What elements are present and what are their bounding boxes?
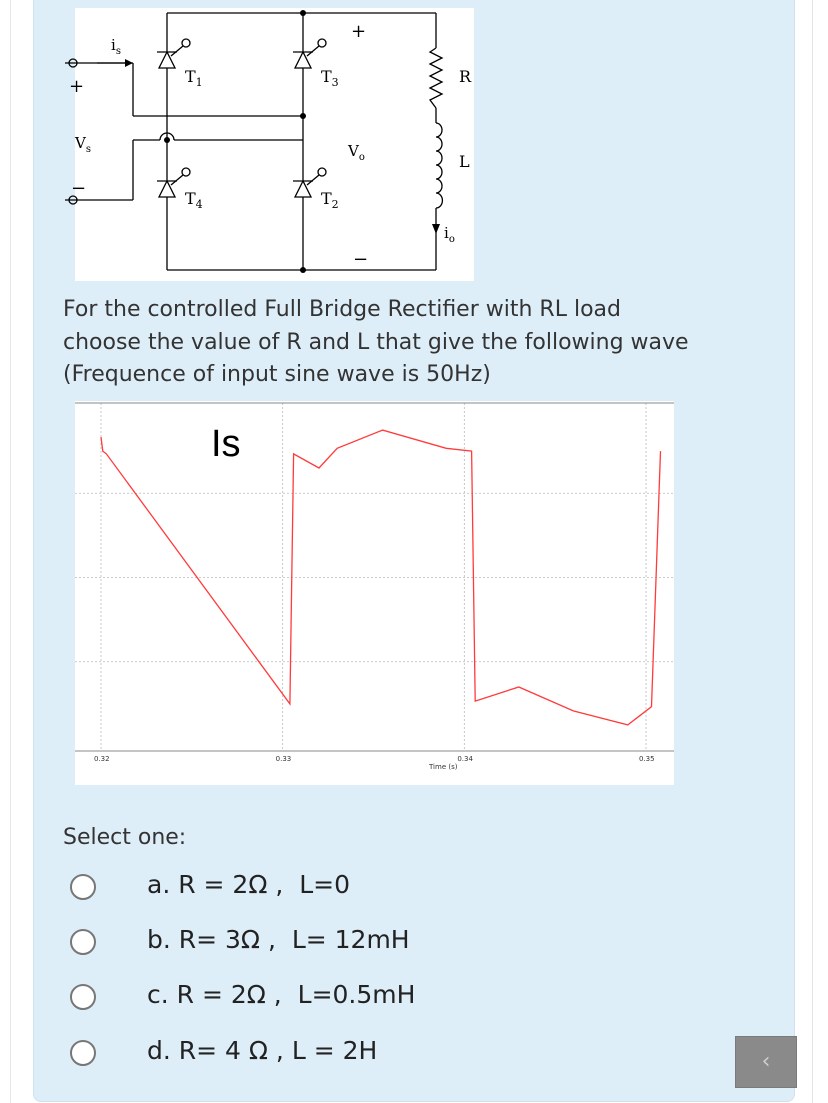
minus-output-label: − (353, 249, 369, 270)
l-label: L (459, 152, 470, 171)
circuit-svg (69, 8, 474, 281)
t4-label: $T_4$ (185, 189, 203, 211)
minus-input-label: − (71, 178, 87, 199)
option-b-text: b. R= 3Ω , L= 12mH (147, 925, 410, 954)
radio-b[interactable] (70, 929, 96, 955)
page-left-border (10, 0, 11, 1103)
is-waveform-chart (75, 401, 674, 785)
is-label: $i_s$ (111, 36, 121, 57)
io-label: $i_o$ (444, 224, 455, 245)
t3-label: $T_3$ (321, 67, 339, 89)
plus-output-label: + (351, 21, 367, 42)
r-label: R (459, 67, 472, 86)
t2-label: $T_2$ (321, 189, 339, 211)
x-tick-label: 0.34 (457, 755, 473, 763)
x-tick-label: 0.35 (639, 755, 655, 763)
radio-d[interactable] (70, 1040, 96, 1066)
chart-xlabel: Time (s) (429, 763, 458, 771)
question-text: For the controlled Full Bridge Rectifier with RL load choose the value of R and L that give the following wave (Frequence of input sine wave is 50Hz) (63, 297, 689, 387)
page-right-border (812, 0, 813, 1103)
radio-c[interactable] (70, 984, 96, 1010)
option-c-text: c. R = 2Ω , L=0.5mH (147, 980, 416, 1009)
radio-a[interactable] (70, 874, 96, 900)
circuit-diagram (69, 8, 474, 281)
option-a-text: a. R = 2Ω , L=0 (147, 870, 351, 899)
option-c[interactable] (70, 980, 670, 1014)
option-d[interactable] (70, 1036, 670, 1070)
t1-label: $T_1$ (185, 67, 203, 89)
chart-svg (75, 401, 674, 785)
next-page-button[interactable]: ‹ (735, 1036, 797, 1088)
x-tick-label: 0.33 (275, 755, 292, 763)
option-d-text: d. R= 4 Ω , L = 2H (147, 1036, 378, 1065)
chart-title: Is (211, 423, 241, 465)
vs-label: $V_s$ (75, 134, 91, 155)
vo-label: $V_o$ (348, 142, 365, 163)
select-one-label: Select one: (63, 825, 187, 850)
option-a[interactable] (70, 870, 670, 904)
plus-input-label: + (69, 76, 85, 97)
option-b[interactable] (70, 925, 670, 959)
x-tick-label: 0.32 (94, 755, 110, 763)
